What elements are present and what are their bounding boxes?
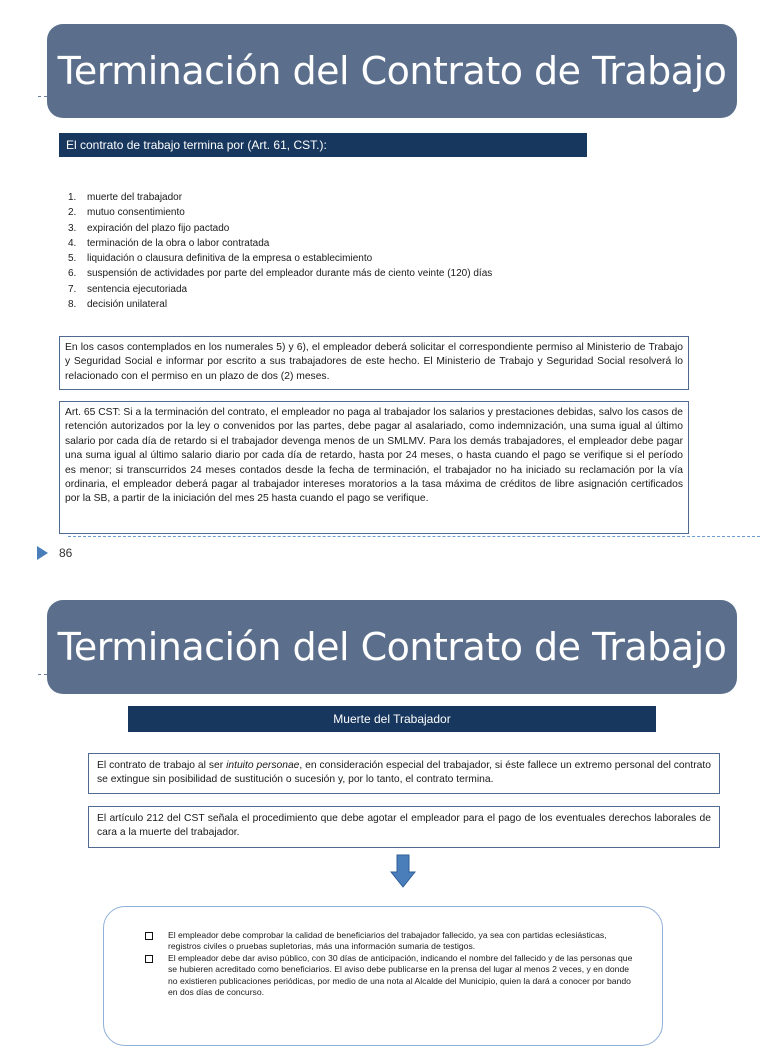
- title-divider: [38, 674, 47, 675]
- section-header-text: Muerte del Trabajador: [333, 712, 451, 726]
- down-arrow-icon: [390, 854, 416, 888]
- list-item: 2. mutuo consentimiento: [68, 207, 185, 219]
- footer-divider: [68, 536, 760, 537]
- section-header-text: El contrato de trabajo termina por (Art. 61, CST.):: [66, 138, 327, 152]
- art212-box: El artículo 212 del CST señala el procedimiento que debe agotar el empleador para el pago de los eventuales derechos laborales de cara a la muerte del trabajador.: [88, 806, 720, 848]
- slide-87: [0, 596, 768, 1024]
- checkbox-icon: [145, 955, 153, 963]
- list-item: El empleador debe dar aviso público, con 30 días de anticipación, indicando el nombre del fallecido y de las personas que se hubieren acreditado como beneficiarios. El aviso debe publicarse en la prensa del lugar al menos 2 veces, y en donde no existieren publicaciones periódicas, por medio de una nota al Alcalde del Municipio, quien la dará a conocer por bando en dos días de concurso.: [145, 953, 640, 999]
- termination-causes-list: [68, 190, 492, 312]
- title-divider: [38, 96, 47, 97]
- play-icon: [37, 546, 48, 560]
- slide-title-bar: [47, 600, 737, 694]
- checkbox-icon: [145, 932, 153, 940]
- permit-note-box: En los casos contemplados en los numerales 5) y 6), el empleador deberá solicitar el correspondiente permiso al Ministerio de Trabajo y Seguridad Social e informar por escrito a sus trabajadores de este hecho. El Ministerio de Trabajo y Seguridad Social resolverá lo relacionado con el permiso en un plazo de dos (2) meses.: [59, 336, 689, 390]
- list-item: 6. suspensión de actividades por parte del empleador durante más de ciento veinte (120) días: [68, 268, 493, 280]
- list-item: 3. expiración del plazo fijo pactado: [68, 222, 230, 234]
- slide-title-bar: [47, 24, 737, 118]
- list-item: 8. decisión unilateral: [68, 299, 168, 311]
- intuito-personae-box: El contrato de trabajo al ser intuito personae, en consideración especial del trabajador, si éste fallece un extremo personal del contrato se extingue sin posibilidad de sustitución o sucesión y, por lo tanto, el contrato termina.: [88, 753, 720, 794]
- slide-title: Terminación del Contrato de Trabajo: [57, 625, 727, 669]
- slide-title: Terminación del Contrato de Trabajo: [57, 49, 727, 93]
- section-header: [128, 706, 656, 732]
- list-item: 7. sentencia ejecutoriada: [68, 283, 188, 295]
- list-item: 4. terminación de la obra o labor contratada: [68, 237, 270, 249]
- procedure-list: [145, 930, 640, 998]
- page-number: 86: [59, 546, 73, 560]
- list-item: 1. muerte del trabajador: [68, 192, 183, 203]
- list-item: El empleador debe comprobar la calidad de beneficiarios del trabajador fallecido, ya sea con partidas eclesiásticas, registros civiles o pruebas supletorias, más una información sumaria de testigos.: [145, 930, 640, 953]
- art65-box: Art. 65 CST: Si a la terminación del contrato, el empleador no paga al trabajador los salarios y prestaciones debidas, salvo los casos de retención autorizados por la ley o convenidos por las partes, debe pagar al asalariado, como indemnización, una suma igual al último salario por cada día de retardo si el trabajador devenga menos de un SMLMV. Para los demás trabajadores, el empleador debe pagar una suma igual al último salario diario por cada día de retardo, hasta por 24 meses, o hasta cuando el pago se verifique si el período es menor; si transcurridos 24 meses contados desde la fecha de terminación, el trabajador no ha iniciado su reclamación por la vía ordinaria, el empleador deberá pagar al trabajador intereses moratorios a la tasa máxima de créditos de libre asignación certificados por la SB, a partir de la iniciación del mes 25 hasta cuando el pago se verifique.: [59, 401, 689, 534]
- list-item: 5. liquidación o clausura definitiva de la empresa o establecimiento: [68, 253, 373, 265]
- section-header: [59, 133, 587, 157]
